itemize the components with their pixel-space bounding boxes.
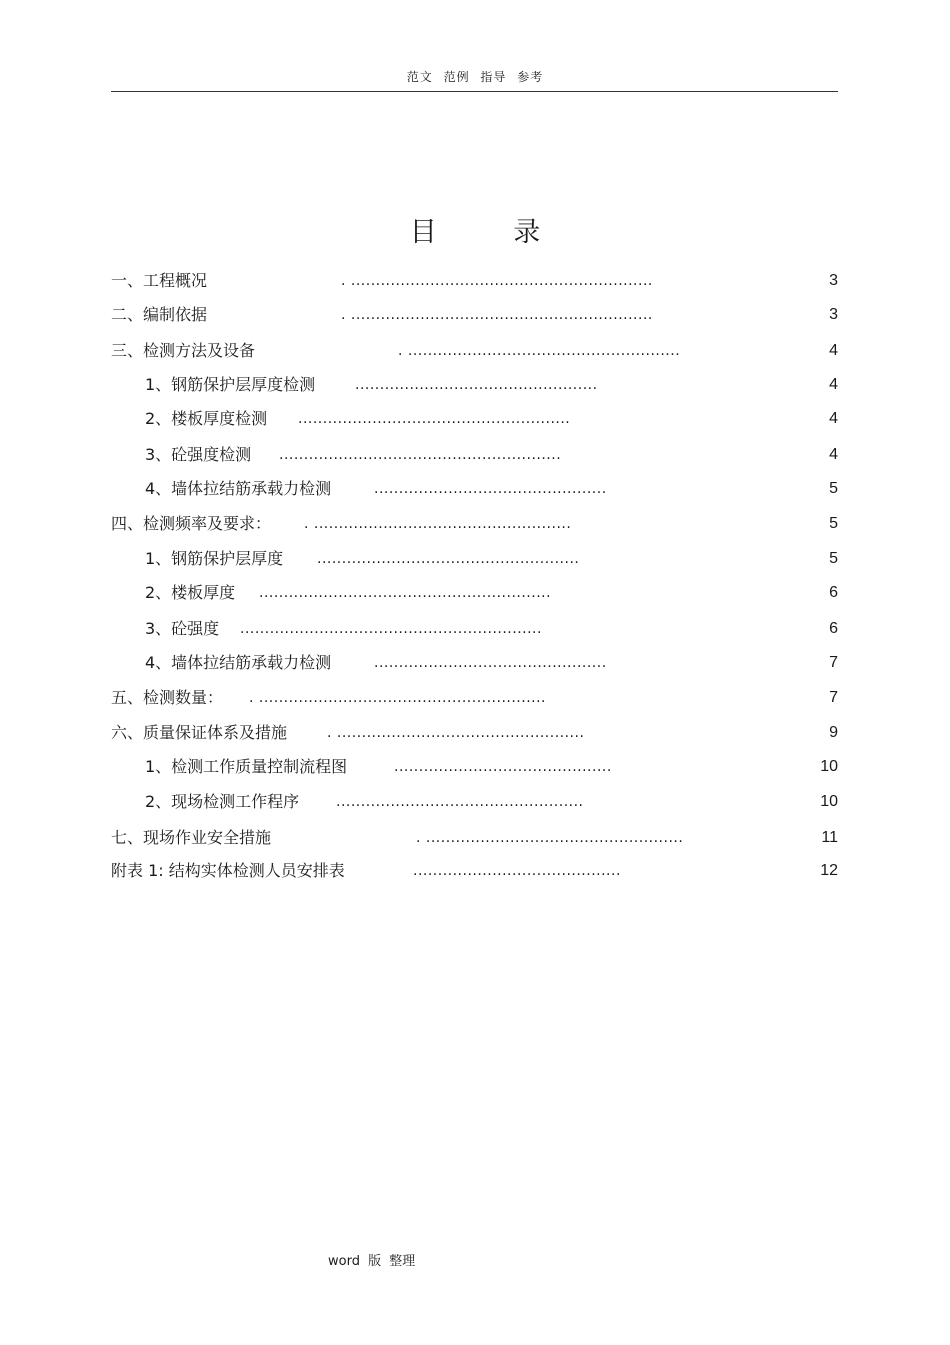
toc-entry[interactable] <box>111 827 838 849</box>
toc-entry[interactable] <box>111 513 838 535</box>
toc-page-number: 7 <box>829 689 838 706</box>
toc-leader-dots: . ............................................................. <box>341 273 653 289</box>
toc-entry[interactable] <box>111 444 838 466</box>
toc-leader-dots: ........................................................... <box>259 585 552 601</box>
toc-leader-dots: ............................................... <box>374 655 607 671</box>
toc-entry[interactable] <box>111 304 838 326</box>
toc-entry-label: 附表 1: 结构实体检测人员安排表 <box>111 861 345 880</box>
toc-leader-dots: ............................................ <box>394 759 612 775</box>
toc-entry[interactable] <box>111 374 838 396</box>
toc-entry-label: 3、砼强度检测 <box>145 445 252 464</box>
toc-page-number: 6 <box>829 620 838 637</box>
toc-entry[interactable] <box>111 548 838 570</box>
toc-page-number: 4 <box>829 410 838 427</box>
toc-entry[interactable] <box>111 408 838 430</box>
toc-entry-label: 三、检测方法及设备 <box>111 341 256 360</box>
toc-entry-label: 二、编制依据 <box>111 305 208 324</box>
toc-entry-label: 3、砼强度 <box>145 619 220 638</box>
toc-entry[interactable] <box>111 618 838 640</box>
toc-page-number: 4 <box>829 376 838 393</box>
toc-page-number: 12 <box>820 862 838 879</box>
toc-leader-dots: ....................................................... <box>298 411 571 427</box>
toc-entry-label: 4、墙体拉结筋承载力检测 <box>145 479 332 498</box>
toc-page-number: 7 <box>829 654 838 671</box>
toc-leader-dots: ..................................................... <box>317 551 580 567</box>
toc-page-number: 5 <box>829 550 838 567</box>
toc-entry-label: 4、墙体拉结筋承载力检测 <box>145 653 332 672</box>
toc-entry[interactable] <box>111 687 838 709</box>
toc-entry-label: 六、质量保证体系及措施 <box>111 723 288 742</box>
toc-page-number: 4 <box>829 342 838 359</box>
toc-entry-label: 五、检测数量： <box>111 688 224 707</box>
toc-leader-dots: ............................................................. <box>240 621 542 637</box>
toc-entry-label: 一、工程概况 <box>111 271 208 290</box>
toc-entry-label: 1、钢筋保护层厚度检测 <box>145 375 316 394</box>
toc-leader-dots: . .................................................... <box>304 516 572 532</box>
toc-entry-label: 七、现场作业安全措施 <box>111 828 272 847</box>
toc-entry-label: 四、检测频率及要求： <box>111 514 272 533</box>
toc-entry[interactable] <box>111 791 838 813</box>
toc-entry[interactable] <box>111 270 838 292</box>
toc-entry[interactable] <box>111 478 838 500</box>
toc-leader-dots: ......................................................... <box>279 447 562 463</box>
toc-page-number: 4 <box>829 446 838 463</box>
toc-leader-dots: .......................................... <box>413 863 621 879</box>
toc-entry[interactable] <box>111 582 838 604</box>
toc-entry[interactable] <box>111 340 838 362</box>
toc-leader-dots: ................................................. <box>355 377 598 393</box>
toc-leader-dots: .................................................. <box>336 794 584 810</box>
page-header: 范文 范例 指导 参考 <box>406 70 544 84</box>
toc-entry-label: 1、钢筋保护层厚度 <box>145 549 284 568</box>
toc-leader-dots: ............................................... <box>374 481 607 497</box>
toc-entry-label: 2、现场检测工作程序 <box>145 792 300 811</box>
toc-leader-dots: . ............................................................. <box>341 307 653 323</box>
toc-entry[interactable] <box>111 860 838 882</box>
toc-page-number: 9 <box>829 724 838 741</box>
toc-page-number: 10 <box>820 758 838 775</box>
toc-title: 目 录 <box>409 217 575 248</box>
toc-leader-dots: . .................................................... <box>416 830 684 846</box>
toc-entry-label: 2、楼板厚度 <box>145 583 236 602</box>
toc-page-number: 5 <box>829 515 838 532</box>
toc-leader-dots: . .................................................. <box>327 725 585 741</box>
toc-leader-dots: . ....................................................... <box>398 343 681 359</box>
toc-page-number: 6 <box>829 584 838 601</box>
toc-page-number: 10 <box>820 793 838 810</box>
toc-entry-label: 2、楼板厚度检测 <box>145 409 268 428</box>
toc-entry[interactable] <box>111 652 838 674</box>
toc-page-number: 3 <box>829 306 838 323</box>
toc-page-number: 11 <box>821 829 838 846</box>
toc-page-number: 5 <box>829 480 838 497</box>
toc-entry-label: 1、检测工作质量控制流程图 <box>145 757 348 776</box>
toc-leader-dots: . .......................................................... <box>249 690 547 706</box>
header-rule <box>111 91 838 92</box>
toc-entry[interactable] <box>111 722 838 744</box>
toc-page-number: 3 <box>829 272 838 289</box>
toc-entry[interactable] <box>111 756 838 778</box>
page-footer: word 版 整理 <box>328 1254 416 1269</box>
